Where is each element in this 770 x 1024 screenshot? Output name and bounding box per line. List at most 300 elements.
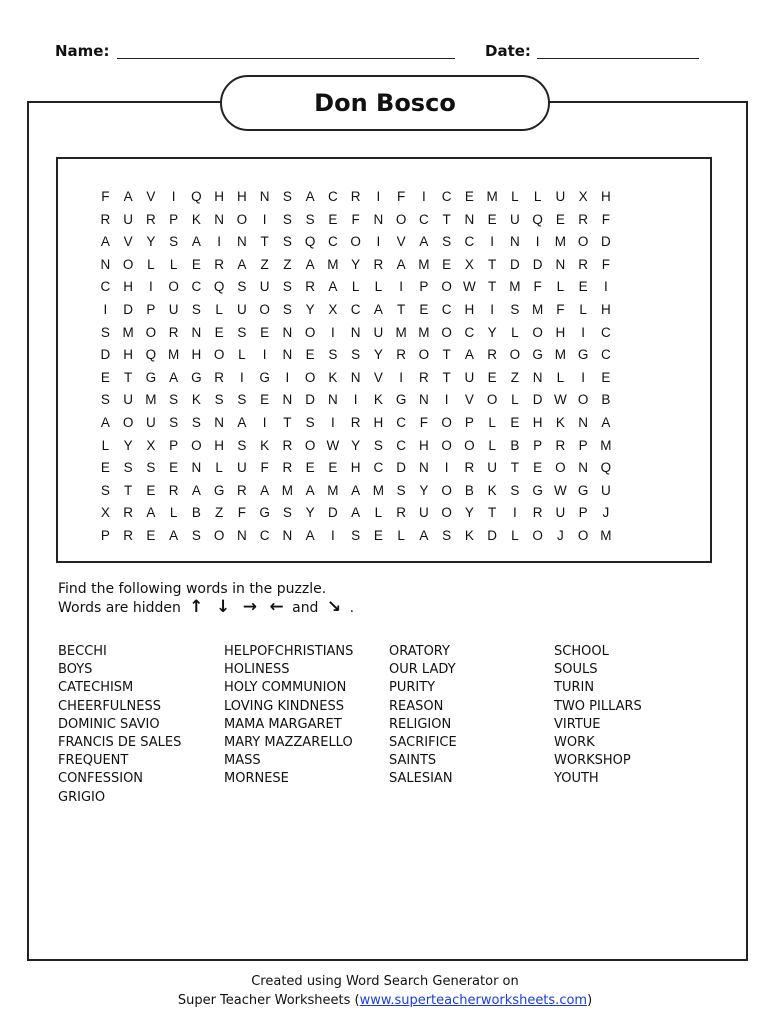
grid-letter[interactable]: H <box>214 189 224 204</box>
grid-letter[interactable]: N <box>237 234 247 250</box>
grid-letter[interactable]: G <box>259 505 270 521</box>
grid-letter[interactable]: A <box>305 256 315 272</box>
grid-letter[interactable]: S <box>396 482 406 498</box>
grid-letter[interactable]: A <box>169 528 179 543</box>
grid-letter[interactable]: R <box>168 482 179 498</box>
grid-letter[interactable]: R <box>282 460 293 476</box>
grid-letter[interactable]: L <box>215 302 223 317</box>
grid-letter[interactable]: O <box>486 392 498 408</box>
grid-letter[interactable]: S <box>442 528 452 543</box>
grid-letter[interactable]: N <box>350 369 361 385</box>
grid-letter[interactable]: I <box>262 415 267 430</box>
grid-letter[interactable]: E <box>442 256 452 272</box>
grid-letter[interactable]: G <box>532 347 543 363</box>
grid-letter[interactable]: F <box>397 189 406 204</box>
grid-letter[interactable]: L <box>511 324 519 340</box>
grid-letter[interactable]: N <box>214 415 224 430</box>
grid-letter[interactable]: M <box>554 347 566 363</box>
grid-letter[interactable]: L <box>397 528 405 543</box>
grid-letter[interactable]: U <box>237 302 247 317</box>
grid-letter[interactable]: A <box>305 189 315 204</box>
grid-letter[interactable]: E <box>214 324 224 340</box>
grid-letter[interactable]: S <box>282 505 292 521</box>
grid-letter[interactable]: N <box>419 392 429 408</box>
grid-letter[interactable]: A <box>237 415 247 430</box>
grid-letter[interactable]: Y <box>305 505 315 521</box>
grid-letter[interactable]: A <box>169 369 179 385</box>
grid-letter[interactable]: D <box>601 234 611 250</box>
grid-letter[interactable]: A <box>123 189 133 204</box>
grid-letter[interactable]: P <box>464 415 474 430</box>
grid-letter[interactable]: I <box>581 324 585 340</box>
grid-letter[interactable]: S <box>100 482 110 498</box>
grid-letter[interactable]: K <box>373 392 383 408</box>
grid-letter[interactable]: E <box>464 189 474 204</box>
grid-letter[interactable]: R <box>168 324 179 340</box>
grid-letter[interactable]: D <box>328 505 338 521</box>
grid-letter[interactable]: F <box>419 415 428 430</box>
grid-letter[interactable]: Q <box>191 189 202 204</box>
grid-letter[interactable]: E <box>601 369 611 385</box>
grid-letter[interactable]: I <box>399 279 403 295</box>
grid-letter[interactable]: F <box>351 211 360 227</box>
grid-letter[interactable]: O <box>441 482 452 498</box>
grid-letter[interactable]: X <box>328 302 338 317</box>
grid-letter[interactable]: N <box>282 347 293 363</box>
grid-letter[interactable]: S <box>510 482 520 498</box>
grid-letter[interactable]: M <box>418 324 430 340</box>
grid-letter[interactable]: M <box>418 256 430 272</box>
grid-letter[interactable]: K <box>487 482 497 498</box>
grid-letter[interactable]: S <box>328 347 338 363</box>
grid-letter[interactable]: L <box>511 392 519 408</box>
grid-letter[interactable]: J <box>557 528 564 543</box>
grid-letter[interactable]: I <box>330 528 335 543</box>
grid-letter[interactable]: A <box>191 482 201 498</box>
grid-letter[interactable]: L <box>511 189 519 204</box>
grid-letter[interactable]: U <box>601 482 611 498</box>
grid-letter[interactable]: S <box>100 392 110 408</box>
grid-letter[interactable]: P <box>533 437 543 453</box>
grid-letter[interactable]: N <box>373 211 384 227</box>
grid-letter[interactable]: T <box>124 369 133 385</box>
grid-letter[interactable]: O <box>555 460 566 476</box>
grid-letter[interactable]: N <box>259 189 270 204</box>
grid-letter[interactable]: T <box>124 482 133 498</box>
grid-letter[interactable]: H <box>555 324 566 340</box>
grid-letter[interactable]: Q <box>304 234 316 250</box>
grid-letter[interactable]: E <box>169 460 179 476</box>
grid-letter[interactable]: O <box>441 415 452 430</box>
grid-letter[interactable]: U <box>419 505 429 521</box>
grid-letter[interactable]: I <box>376 189 381 204</box>
grid-letter[interactable]: U <box>373 324 384 340</box>
grid-letter[interactable]: O <box>532 528 543 543</box>
grid-letter[interactable]: Z <box>283 256 292 272</box>
grid-letter[interactable]: L <box>101 437 110 453</box>
grid-letter[interactable]: I <box>603 279 608 295</box>
grid-letter[interactable]: A <box>351 505 361 521</box>
grid-letter[interactable]: L <box>374 279 383 295</box>
grid-letter[interactable]: D <box>123 302 133 317</box>
grid-letter[interactable]: U <box>555 189 566 204</box>
grid-letter[interactable]: R <box>350 189 361 204</box>
grid-letter[interactable]: O <box>577 392 589 408</box>
grid-letter[interactable]: F <box>101 189 110 204</box>
grid-letter[interactable]: P <box>578 437 588 453</box>
grid-letter[interactable]: R <box>373 256 384 272</box>
grid-letter[interactable]: I <box>239 369 244 385</box>
grid-letter[interactable]: E <box>260 324 270 340</box>
grid-letter[interactable]: M <box>327 482 339 498</box>
grid-letter[interactable]: S <box>169 234 179 250</box>
grid-letter[interactable]: R <box>419 369 429 385</box>
grid-letter[interactable]: X <box>146 437 156 453</box>
grid-letter[interactable]: H <box>601 189 611 204</box>
grid-letter[interactable]: O <box>464 437 475 453</box>
grid-letter[interactable]: N <box>191 324 202 340</box>
grid-letter[interactable]: D <box>532 392 543 408</box>
grid-letter[interactable]: S <box>191 415 201 430</box>
grid-letter[interactable]: T <box>442 369 451 385</box>
grid-letter[interactable]: F <box>260 460 269 476</box>
grid-letter[interactable]: C <box>350 302 361 317</box>
grid-letter[interactable]: Y <box>146 234 156 250</box>
grid-letter[interactable]: N <box>510 234 520 250</box>
grid-letter[interactable]: C <box>259 528 270 543</box>
grid-letter[interactable]: K <box>464 528 474 543</box>
grid-letter[interactable]: S <box>237 392 247 408</box>
grid-letter[interactable]: U <box>146 415 156 430</box>
grid-letter[interactable]: H <box>191 347 202 363</box>
grid-letter[interactable]: G <box>191 369 202 385</box>
grid-letter[interactable]: P <box>169 211 179 227</box>
grid-letter[interactable]: A <box>419 528 429 543</box>
grid-letter[interactable]: O <box>304 324 316 340</box>
grid-letter[interactable]: K <box>191 392 201 408</box>
grid-letter[interactable]: A <box>100 415 110 430</box>
grid-letter[interactable]: I <box>262 211 267 227</box>
grid-letter[interactable]: D <box>100 347 111 363</box>
grid-letter[interactable]: M <box>122 324 134 340</box>
grid-letter[interactable]: O <box>191 437 202 453</box>
grid-letter[interactable]: P <box>419 279 429 295</box>
grid-letter[interactable]: E <box>578 279 588 295</box>
grid-letter[interactable]: K <box>191 211 201 227</box>
grid-letter[interactable]: Q <box>213 279 225 295</box>
grid-letter[interactable]: I <box>421 189 426 204</box>
grid-letter[interactable]: C <box>419 211 429 227</box>
grid-letter[interactable]: A <box>464 347 474 363</box>
grid-letter[interactable]: P <box>100 528 110 543</box>
grid-letter[interactable]: E <box>487 369 497 385</box>
grid-letter[interactable]: R <box>123 505 133 521</box>
grid-letter[interactable]: N <box>350 324 361 340</box>
grid-letter[interactable]: U <box>168 302 179 317</box>
grid-letter[interactable]: G <box>145 369 157 385</box>
grid-letter[interactable]: O <box>236 211 248 227</box>
grid-letter[interactable]: I <box>444 392 449 408</box>
grid-letter[interactable]: S <box>146 460 156 476</box>
grid-letter[interactable]: R <box>100 211 111 227</box>
grid-letter[interactable]: S <box>169 392 179 408</box>
grid-letter[interactable]: I <box>148 279 153 295</box>
grid-letter[interactable]: C <box>100 279 111 295</box>
grid-letter[interactable]: L <box>169 505 178 521</box>
grid-letter[interactable]: F <box>533 279 542 295</box>
grid-letter[interactable]: N <box>555 256 566 272</box>
grid-letter[interactable]: A <box>328 279 338 295</box>
grid-letter[interactable]: D <box>305 392 315 408</box>
grid-letter[interactable]: T <box>397 302 406 317</box>
grid-letter[interactable]: N <box>282 324 293 340</box>
grid-letter[interactable]: I <box>262 347 267 363</box>
grid-letter[interactable]: X <box>578 189 588 204</box>
grid-letter[interactable]: R <box>146 211 156 227</box>
grid-letter[interactable]: A <box>373 302 383 317</box>
grid-letter[interactable]: C <box>441 189 452 204</box>
grid-letter[interactable]: A <box>419 234 429 250</box>
grid-letter[interactable]: W <box>554 482 567 498</box>
grid-letter[interactable]: C <box>396 437 406 453</box>
grid-letter[interactable]: B <box>510 437 520 453</box>
grid-letter[interactable]: H <box>237 189 247 204</box>
grid-letter[interactable]: R <box>396 505 406 521</box>
grid-letter[interactable]: S <box>305 211 315 227</box>
grid-letter[interactable]: I <box>512 505 517 521</box>
grid-letter[interactable]: O <box>509 347 521 363</box>
grid-letter[interactable]: L <box>488 437 496 453</box>
grid-letter[interactable]: N <box>578 460 588 476</box>
footer-link[interactable]: www.superteacherworksheets.com <box>359 993 588 1008</box>
grid-letter[interactable]: C <box>373 460 384 476</box>
grid-letter[interactable]: V <box>464 392 474 408</box>
grid-letter[interactable]: A <box>100 234 110 250</box>
grid-letter[interactable]: N <box>191 460 202 476</box>
grid-letter[interactable]: M <box>554 234 566 250</box>
grid-letter[interactable]: G <box>259 369 270 385</box>
grid-letter[interactable]: T <box>442 211 451 227</box>
grid-letter[interactable]: W <box>326 437 340 453</box>
grid-letter[interactable]: S <box>282 279 292 295</box>
grid-letter[interactable]: B <box>191 505 201 521</box>
grid-letter[interactable]: N <box>282 392 293 408</box>
grid-letter[interactable]: F <box>601 256 610 272</box>
grid-letter[interactable]: E <box>146 482 156 498</box>
grid-letter[interactable]: L <box>147 256 155 272</box>
grid-letter[interactable]: O <box>441 279 452 295</box>
grid-letter[interactable]: Z <box>260 256 269 272</box>
grid-letter[interactable]: S <box>442 234 452 250</box>
grid-letter[interactable]: V <box>146 189 156 204</box>
grid-letter[interactable]: E <box>100 369 110 385</box>
grid-letter[interactable]: E <box>419 302 429 317</box>
grid-letter[interactable]: L <box>511 528 519 543</box>
grid-letter[interactable]: L <box>215 460 223 476</box>
grid-letter[interactable]: N <box>419 460 429 476</box>
grid-letter[interactable]: I <box>490 234 494 250</box>
grid-letter[interactable]: N <box>578 415 588 430</box>
grid-letter[interactable]: U <box>123 392 133 408</box>
grid-letter[interactable]: I <box>353 392 358 408</box>
grid-letter[interactable]: G <box>395 392 407 408</box>
grid-letter[interactable]: V <box>123 234 133 250</box>
grid-letter[interactable]: X <box>464 256 474 272</box>
grid-letter[interactable]: G <box>577 482 589 498</box>
grid-letter[interactable]: L <box>579 302 587 317</box>
grid-letter[interactable]: E <box>305 347 315 363</box>
grid-letter[interactable]: O <box>532 324 543 340</box>
grid-letter[interactable]: S <box>237 279 247 295</box>
grid-letter[interactable]: L <box>556 279 565 295</box>
grid-letter[interactable]: P <box>146 302 156 317</box>
grid-letter[interactable]: T <box>260 234 269 250</box>
grid-letter[interactable]: R <box>305 279 315 295</box>
grid-letter[interactable]: N <box>328 392 338 408</box>
grid-letter[interactable]: Q <box>532 211 543 227</box>
grid-letter[interactable]: N <box>100 256 111 272</box>
grid-letter[interactable]: Y <box>351 256 361 272</box>
grid-letter[interactable]: M <box>145 392 157 408</box>
grid-letter[interactable]: H <box>214 437 224 453</box>
grid-letter[interactable]: C <box>601 347 611 363</box>
grid-letter[interactable]: E <box>373 528 383 543</box>
grid-letter[interactable]: O <box>395 211 407 227</box>
grid-letter[interactable]: S <box>237 324 247 340</box>
grid-letter[interactable]: S <box>351 528 361 543</box>
grid-letter[interactable]: H <box>350 460 361 476</box>
grid-letter[interactable]: J <box>602 505 610 521</box>
grid-letter[interactable]: U <box>464 369 475 385</box>
grid-letter[interactable]: S <box>100 324 110 340</box>
grid-letter[interactable]: N <box>237 528 247 543</box>
grid-letter[interactable]: S <box>282 189 292 204</box>
grid-letter[interactable]: V <box>373 369 383 385</box>
grid-letter[interactable]: U <box>555 505 566 521</box>
grid-letter[interactable]: L <box>488 415 496 430</box>
grid-letter[interactable]: S <box>191 302 201 317</box>
grid-letter[interactable]: H <box>373 415 384 430</box>
grid-letter[interactable]: T <box>283 415 292 430</box>
grid-letter[interactable]: T <box>488 256 497 272</box>
grid-letter[interactable]: A <box>396 256 406 272</box>
grid-letter[interactable]: K <box>260 437 270 453</box>
grid-letter[interactable]: F <box>237 505 246 521</box>
grid-letter[interactable]: S <box>169 415 179 430</box>
grid-letter[interactable]: O <box>577 528 589 543</box>
grid-letter[interactable]: C <box>396 415 406 430</box>
grid-letter[interactable]: U <box>237 460 247 476</box>
grid-letter[interactable]: S <box>237 437 247 453</box>
grid-letter[interactable]: O <box>304 369 316 385</box>
grid-letter[interactable]: S <box>282 302 292 317</box>
grid-letter[interactable]: M <box>509 279 521 295</box>
grid-letter[interactable]: Y <box>487 324 497 340</box>
grid-letter[interactable]: O <box>122 415 134 430</box>
grid-letter[interactable]: M <box>372 482 384 498</box>
grid-letter[interactable]: H <box>464 302 475 317</box>
grid-letter[interactable]: H <box>419 437 429 453</box>
grid-letter[interactable]: T <box>488 505 497 521</box>
grid-letter[interactable]: E <box>328 460 338 476</box>
grid-letter[interactable]: E <box>146 528 156 543</box>
grid-letter[interactable]: E <box>305 460 315 476</box>
grid-letter[interactable]: U <box>487 460 497 476</box>
grid-letter[interactable]: I <box>581 369 585 385</box>
grid-letter[interactable]: C <box>191 279 202 295</box>
grid-letter[interactable]: R <box>464 460 475 476</box>
grid-letter[interactable]: Q <box>145 347 157 363</box>
grid-letter[interactable]: H <box>123 279 133 295</box>
grid-letter[interactable]: L <box>169 256 178 272</box>
grid-letter[interactable]: R <box>555 437 566 453</box>
grid-letter[interactable]: E <box>191 256 201 272</box>
grid-letter[interactable]: D <box>487 528 497 543</box>
grid-letter[interactable]: E <box>328 211 338 227</box>
grid-letter[interactable]: S <box>510 302 520 317</box>
grid-letter[interactable]: G <box>213 482 225 498</box>
grid-letter[interactable]: Y <box>123 437 133 453</box>
grid-letter[interactable]: E <box>487 211 497 227</box>
date-field[interactable] <box>537 58 699 59</box>
grid-letter[interactable]: Y <box>373 347 383 363</box>
grid-letter[interactable]: E <box>510 415 520 430</box>
grid-letter[interactable]: L <box>374 505 383 521</box>
grid-letter[interactable]: Y <box>419 482 429 498</box>
name-field[interactable] <box>117 58 455 59</box>
grid-letter[interactable]: N <box>214 211 224 227</box>
grid-letter[interactable]: B <box>601 392 611 408</box>
grid-letter[interactable]: R <box>532 505 543 521</box>
grid-letter[interactable]: O <box>145 324 157 340</box>
grid-letter[interactable]: Q <box>600 460 612 476</box>
grid-letter[interactable]: O <box>213 347 225 363</box>
grid-letter[interactable]: R <box>123 528 133 543</box>
grid-letter[interactable]: H <box>123 347 133 363</box>
grid-letter[interactable]: A <box>191 234 201 250</box>
grid-letter[interactable]: Y <box>305 302 315 317</box>
grid-letter[interactable]: G <box>532 482 543 498</box>
grid-letter[interactable]: I <box>490 302 494 317</box>
grid-letter[interactable]: A <box>305 528 315 543</box>
grid-letter[interactable]: I <box>399 369 403 385</box>
grid-letter[interactable]: R <box>214 256 224 272</box>
grid-letter[interactable]: R <box>214 369 224 385</box>
grid-letter[interactable]: R <box>578 256 588 272</box>
grid-letter[interactable]: O <box>168 279 179 295</box>
grid-letter[interactable]: I <box>285 369 290 385</box>
grid-letter[interactable]: Z <box>510 369 519 385</box>
grid-letter[interactable]: R <box>350 415 361 430</box>
grid-letter[interactable]: O <box>304 437 316 453</box>
grid-letter[interactable]: U <box>259 279 270 295</box>
grid-letter[interactable]: I <box>535 234 540 250</box>
grid-letter[interactable]: N <box>464 211 475 227</box>
grid-letter[interactable]: C <box>464 234 475 250</box>
grid-letter[interactable]: M <box>486 189 498 204</box>
grid-letter[interactable]: T <box>488 279 497 295</box>
grid-letter[interactable]: W <box>554 392 567 408</box>
grid-letter[interactable]: O <box>122 256 134 272</box>
grid-letter[interactable]: S <box>191 528 201 543</box>
grid-letter[interactable]: W <box>463 279 476 295</box>
grid-letter[interactable]: I <box>217 234 221 250</box>
grid-letter[interactable]: I <box>376 234 381 250</box>
grid-letter[interactable]: H <box>532 415 543 430</box>
grid-letter[interactable]: S <box>351 347 361 363</box>
grid-letter[interactable]: L <box>533 189 542 204</box>
grid-letter[interactable]: I <box>103 302 108 317</box>
